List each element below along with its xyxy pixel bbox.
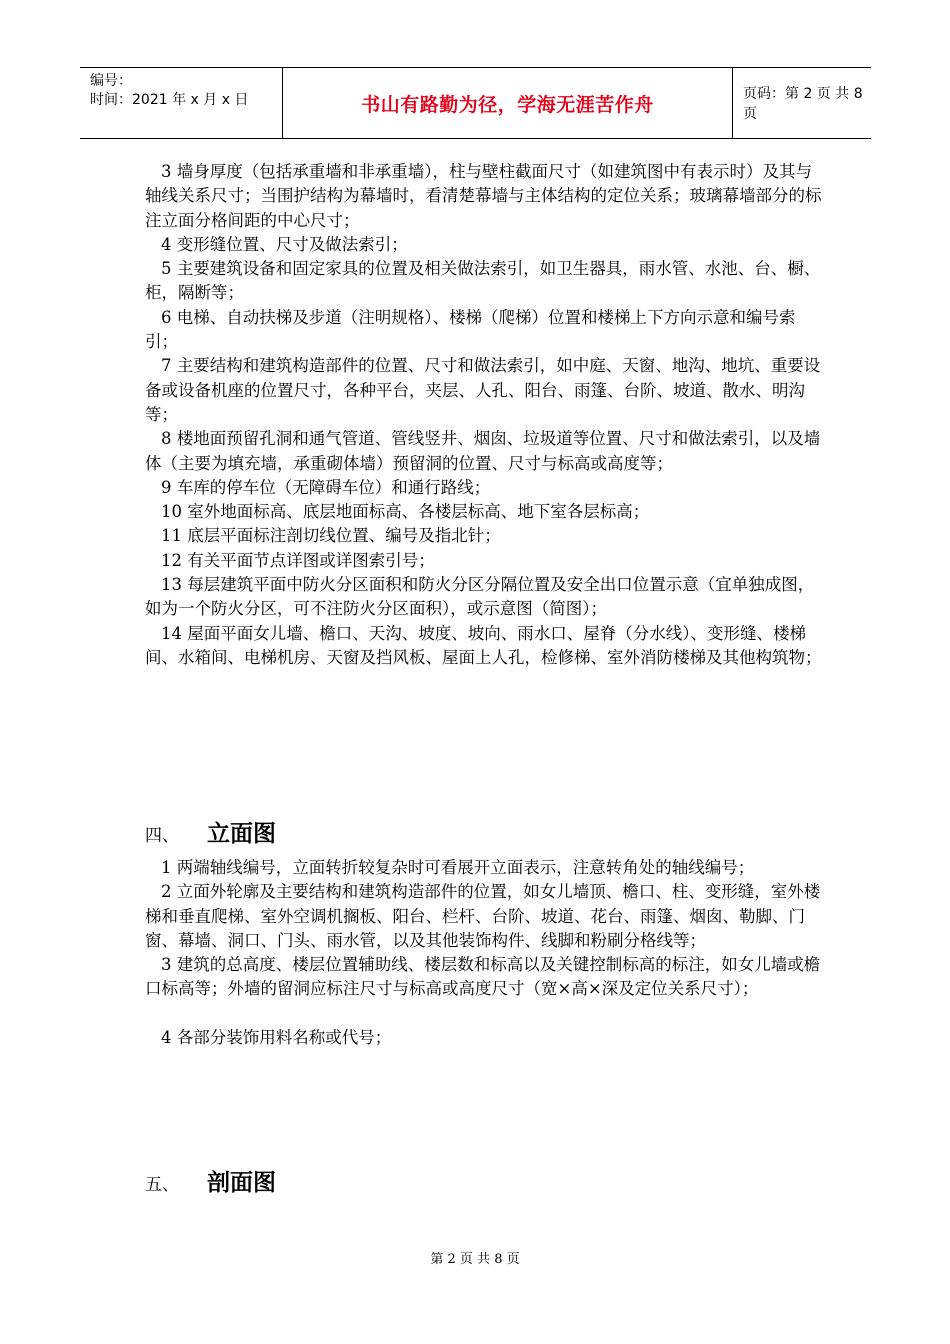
- list-item: 11 底层平面标注剖切线位置、编号及指北针；: [161, 526, 501, 546]
- motto-text: 书山有路勤为径，学海无涯苦作舟: [361, 93, 654, 116]
- header-motto: [283, 68, 733, 138]
- list-item: 2 立面外轮廓及主要结构和建筑构造部件的位置，如女儿墙顶、檐口、柱、变形缝，室外楼梯和垂直爬梯、室外空调机搁板、阳台、栏杆、台阶、坡道、花台、雨篷、烟囱、勒脚、门窗、幕墙、洞口、门头、雨水管，以及其他装饰构件、线脚和粉刷分格线等；: [145, 882, 821, 950]
- list-item: 13 每层建筑平面中防火分区面积和防火分区分隔位置及安全出口位置示意（宜单独成图，如为一个防火分区，可不注防火分区面积），或示意图（简图）；: [145, 575, 815, 619]
- list-item: 1 两端轴线编号，立面转折较复杂时可看展开立面表示，注意转角处的轴线编号；: [161, 858, 755, 877]
- list-item: 14 屋面平面女儿墙、檐口、天沟、坡度、坡向、雨水口、屋脊（分水线）、变形缝、楼梯间、水箱间、电梯机房、天窗及挡风板、屋面上人孔，检修梯、室外消防楼梯及其他构筑物；: [145, 623, 822, 667]
- list-item: 4 各部分装饰用料名称或代号；: [161, 1027, 392, 1047]
- page-footer: 第 2 页 共 8 页: [430, 1252, 520, 1267]
- list-item: 5 主要建筑设备和固定家具的位置及相关做法索引，如卫生器具，雨水管、水池、台、橱、柜，隔断等；: [145, 259, 821, 303]
- list-item: 9 车库的停车位（无障碍车位）和通行路线；: [161, 477, 491, 497]
- header-info: [80, 68, 283, 138]
- page-header: [80, 67, 871, 139]
- page-label: 页码：第 2 页 共 8 页: [743, 86, 863, 122]
- list-item: 7 主要结构和建筑构造部件的位置、尺寸和做法索引，如中庭、天窗、地沟、地坑、重要设备或设备机座的位置尺寸，各种平台，夹层、人孔、阳台、雨篷、台阶、坡道、散水、明沟等；: [145, 356, 821, 424]
- section-title: 剖面图: [207, 1170, 276, 1196]
- list-item: 12 有关平面节点详图或详图索引号；: [161, 550, 435, 570]
- section-number: 五、: [145, 1175, 179, 1195]
- list-item: 3 墙身厚度（包括承重墙和非承重墙），柱与壁柱截面尺寸（如建筑图中有表示时）及其与轴线关系尺寸；当围护结构为幕墙时，看清楚幕墙与主体结构的定位关系；玻璃幕墙部分的标注立面分格间距的中心尺寸；: [145, 162, 822, 230]
- date-label: 时间：2021 年 x 月 x 日: [90, 92, 249, 108]
- list-item: 6 电梯、自动扶梯及步道（注明规格）、楼梯（爬梯）位置和楼梯上下方向示意和编号索引；: [145, 307, 796, 352]
- section-number: 四、: [145, 826, 179, 846]
- section4-heading: [145, 815, 825, 848]
- list-item: 10 室外地面标高、底层地面标高、各楼层标高、地下室各层标高；: [161, 502, 650, 522]
- header-page-info: [733, 68, 871, 138]
- number-label: 编号：: [90, 73, 132, 89]
- list-item: 4 变形缝位置、尺寸及做法索引；: [161, 234, 408, 254]
- list-item: 8 楼地面预留孔洞和通气管道、管线竖井、烟囱、垃圾道等位置、尺寸和做法索引，以及墙体（主要为填充墙，承重砌体墙）预留洞的位置、尺寸与标高或高度等；: [145, 429, 821, 473]
- list-item: 3 建筑的总高度、楼层位置辅助线、楼层数和标高以及关键控制标高的标注，如女儿墙或檐口标高等；外墙的留洞应标注尺寸与标高或高度尺寸（宽×高×深及定位关系尺寸）；: [145, 955, 821, 999]
- section-title: 立面图: [207, 821, 276, 847]
- section5-heading: [145, 1164, 825, 1197]
- section3-list: [145, 160, 825, 670]
- section4-list: [145, 856, 825, 1050]
